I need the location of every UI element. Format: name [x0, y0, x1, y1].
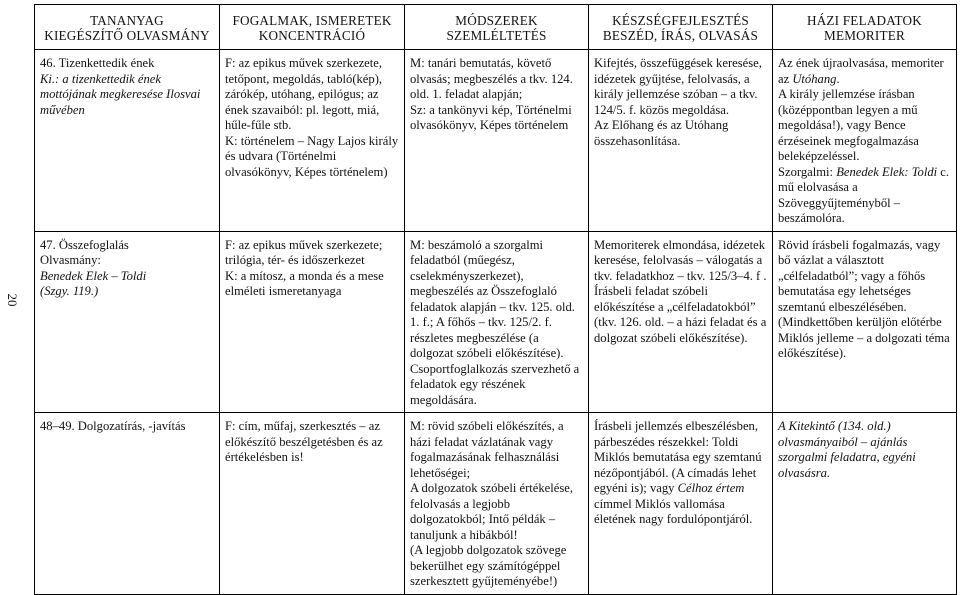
- cell-line: Írásbeli jellemzés elbeszélésben, párbeszédes részekkel: Toldi Miklós bemutatása egy szemtanú nézőpontjából. (A címadás lehet egyéni is); vagy Célhoz értem címmel Miklós vallomása életének nagy fordulópontjáról.: [594, 419, 762, 526]
- cell-tananyag: [35, 413, 220, 595]
- cell-line: A király jellemzése írásban (középpontban legyen a mű megoldása!), vagy Bence érzéseinek megfogalmazása beleképzeléssel.: [778, 87, 919, 163]
- lesson-plan-table: [34, 4, 957, 595]
- cell-line: Benedek Elek – Toldi: [40, 268, 147, 283]
- cell-line: 46. Tizenkettedik ének: [40, 56, 155, 70]
- cell-line: M: tanári bemutatás, követő olvasás; megbeszélés a tkv. 124. old. 1. feladat alapján;: [410, 56, 573, 101]
- cell-line: Írásbeli feladat szóbeli előkészítése a „célfeladatokból” (tkv. 126. old. – a házi feladat és a dolgozat szóbeli előkészítése).: [594, 284, 767, 345]
- cell-line: Szorgalmi: Benedek Elek: Toldi c. mű elolvasása a Szöveggyűjteményből – beszámolóra.: [778, 164, 950, 225]
- cell-line: K: a mítosz, a monda és a mese elméleti ismeretanyaga: [225, 268, 384, 298]
- cell-line: (A legjobb dolgozatok szövege bekerülhet egy számítógéppel szerkesztett gyűjteményébe!): [410, 543, 567, 588]
- cell-tananyag: [35, 231, 220, 413]
- cell-hazi-feladatok: [773, 50, 957, 232]
- cell-keszsegfejlesztes: [589, 231, 773, 413]
- cell-line: M: rövid szóbeli előkészítés, a házi feladat vázlatának vagy fogalmazásának felhasználási lehetőségei;: [410, 419, 564, 480]
- cell-line: F: cím, műfaj, szerkesztés – az előkészítő beszélgetésben és az értékelésben is!: [225, 419, 383, 464]
- cell-line: A dolgozatok szóbeli értékelése, felolvasás a legjobb dolgozatokból; Intő példák – tanuljunk a hibákból!: [410, 481, 573, 542]
- page-number: 20: [5, 293, 20, 307]
- cell-line: K: történelem – Nagy Lajos király és udvara (Történelmi olvasókönyv, Képes történelem): [225, 133, 399, 179]
- cell-line: Olvasmány:: [40, 253, 101, 267]
- cell-hazi-feladatok: [773, 231, 957, 413]
- table-row: [35, 231, 957, 413]
- cell-line: A Kitekintő (134. old.) olvasmányaiból – ajánlás szorgalmi feladatra, egyéni olvasásra.: [778, 419, 916, 480]
- cell-line: Ki.: a tizenkettedik ének mottójának megkeresése Ilosvai művében: [40, 71, 201, 117]
- cell-line: F: az epikus művek szerkezete, tetőpont, megoldás, tabló(kép), zárókép, utóhang, epilógus; az ének szavaiból: pl. legott, miá, hűle-fűle stb.: [225, 56, 383, 132]
- cell-line: Sz: a tankönyvi kép, Történelmi olvasókönyv, Képes történelem: [410, 102, 572, 132]
- cell-line: F: az epikus művek szerkezete; trilógia, tér- és időszerkezet: [225, 237, 383, 267]
- cell-hazi-feladatok: [773, 413, 957, 595]
- cell-fogalmak: [220, 50, 405, 232]
- table-row: [35, 413, 957, 595]
- cell-line: Csoportfoglalkozás szervezhető a feladatok egy részének megoldására.: [410, 361, 580, 407]
- cell-modszerek: [405, 231, 589, 413]
- cell-fogalmak: [220, 231, 405, 413]
- table-row: [35, 50, 957, 232]
- header-hazi-feladatok: HÁZI FELADATOK MEMORITER: [773, 5, 957, 50]
- cell-line: 47. Összefoglalás: [40, 237, 129, 252]
- cell-line: Az ének újraolvasása, memoriter az Utóhang.: [778, 56, 944, 86]
- header-modszerek: MÓDSZEREK SZEMLÉLTETÉS: [405, 5, 589, 50]
- cell-line: Kifejtés, összefüggések keresése, idézetek gyűjtése, felolvasás, a király jellemzése szóban – a tkv. 124/5. f. közös megoldása.: [594, 56, 762, 117]
- cell-keszsegfejlesztes: [589, 413, 773, 595]
- cell-line: Rövid írásbeli fogalmazás, vagy bő vázlat a választott „célfeladatból”; vagy a főhős bemutatása egy lehetséges szemtanú elbeszélésében. (Mindkettőben kerüljön előtérbe Miklós jelleme – a dolgozati téma előkészítése).: [778, 237, 950, 360]
- header-tananyag: TANANYAG KIEGÉSZÍTŐ OLVASMÁNY: [35, 5, 220, 50]
- cell-line: 48–49. Dolgozatírás, -javítás: [40, 419, 186, 433]
- cell-fogalmak: [220, 413, 405, 595]
- header-keszsegfejlesztes: KÉSZSÉGFEJLESZTÉS BESZÉD, ÍRÁS, OLVASÁS: [589, 5, 773, 50]
- cell-line: (Szgy. 119.): [40, 284, 99, 298]
- cell-line: M: beszámoló a szorgalmi feladatból (műegész, cselekményszerkezet), megbeszélés az Összefoglaló feladatok alapján – tkv. 125. old. 1. f.; A főhős – tkv. 125/2. f. részletes megbeszélése (a dolgozat szóbeli előkészítése).: [410, 237, 575, 360]
- header-fogalmak: FOGALMAK, ISMERETEK KONCENTRÁCIÓ: [220, 5, 405, 50]
- cell-modszerek: [405, 50, 589, 232]
- cell-line: Memoriterek elmondása, idézetek keresése, felolvasás – válogatás a tkv. feladatkhoz – tkv. 125/3–4. f .: [594, 237, 767, 283]
- cell-keszsegfejlesztes: [589, 50, 773, 232]
- cell-line: Az Előhang és az Utóhang összehasonlítása.: [594, 118, 729, 148]
- table-header-row: [35, 5, 957, 50]
- cell-tananyag: [35, 50, 220, 232]
- cell-modszerek: [405, 413, 589, 595]
